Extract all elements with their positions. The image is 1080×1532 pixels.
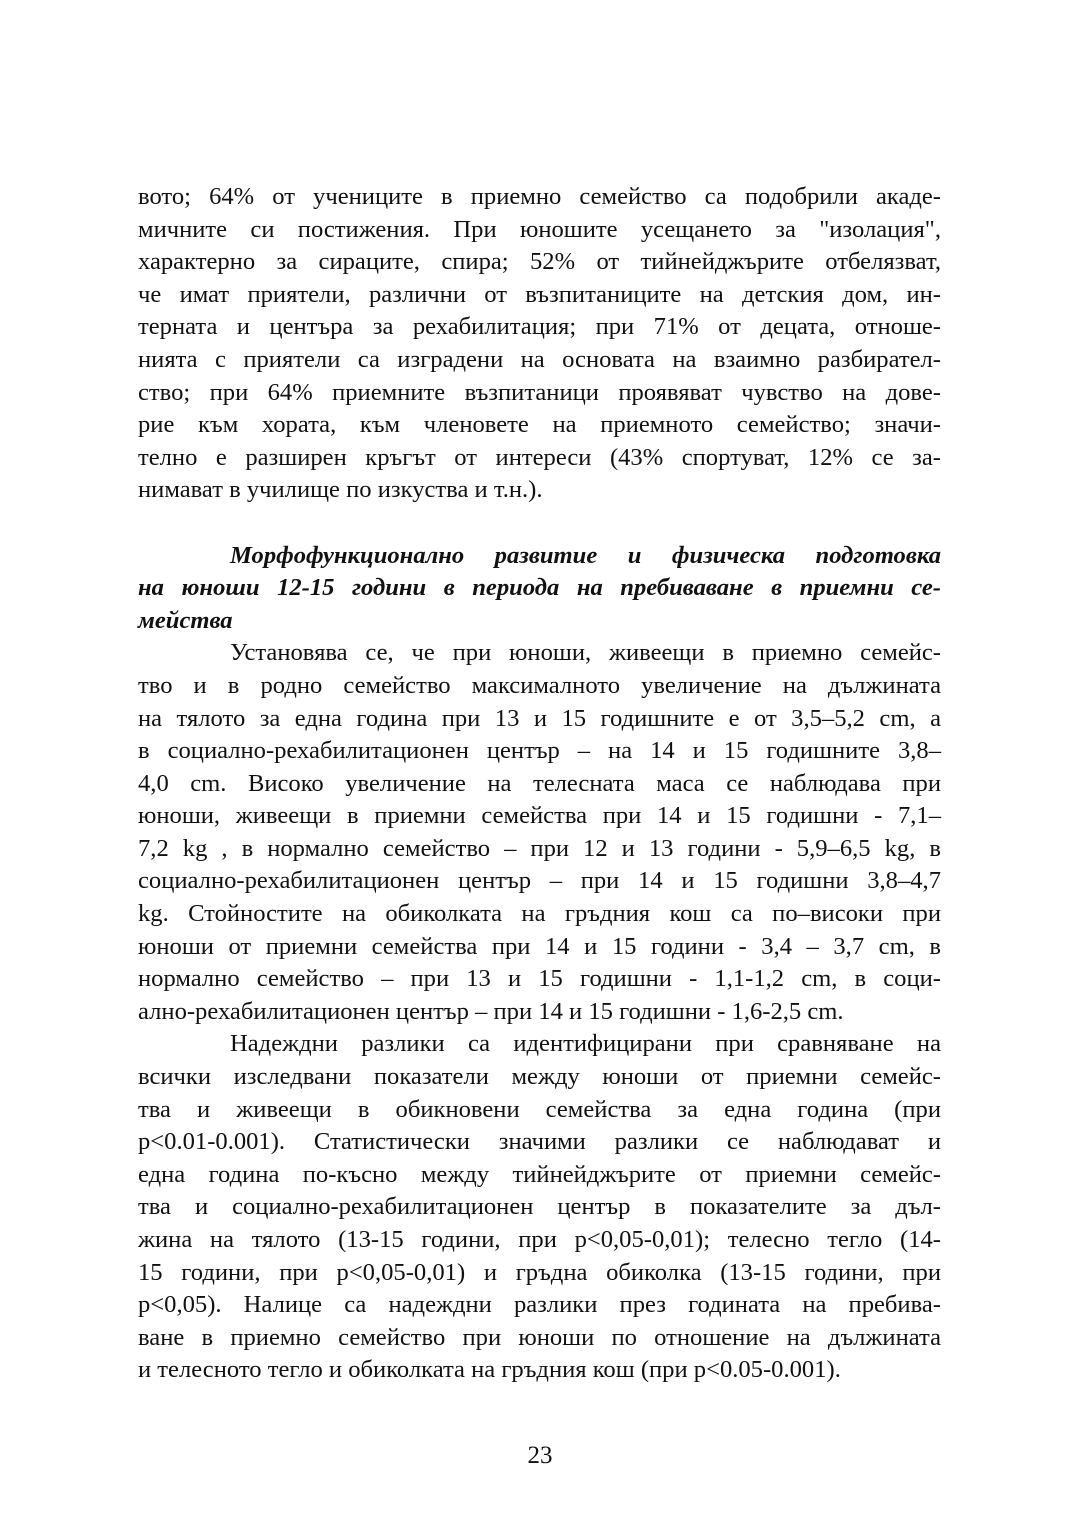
text-line: p<0,05). Налице са надеждни разлики през годината на пребива- [138, 1291, 941, 1319]
text-line: и телесното тегло и обиколката на гръдния кош (при p<0.05-0.001). [138, 1356, 841, 1384]
text-line: рие към хората, към членовете на приемното семейство; значи- [138, 411, 941, 439]
text-line: терната и центъра за рехабилитация; при 71% от децата, отноше- [138, 313, 941, 341]
text-line: kg. Стойностите на обиколката на гръдния кош са по–високи при [138, 900, 941, 928]
page-number: 23 [527, 1442, 553, 1469]
text-line: 4,0 cm. Високо увеличение на телесната маса се наблюдава при [138, 769, 941, 797]
text-line: 7,2 kg , в нормално семейство – при 12 и 13 години - 5,9–6,5 kg, в [138, 834, 941, 862]
text-line: Установява се, че при юноши, живеещи в приемно семейс- [230, 639, 941, 667]
text-line: 15 години, при p<0,05-0,01) и гръдна обиколка (13-15 години, при [138, 1258, 941, 1286]
text-line: жина на тялото (13-15 години, при p<0,05-0,01); телесно тегло (14- [138, 1226, 941, 1253]
text-line: една година по-късно между тийнейджърите от приемни семейс- [138, 1160, 941, 1188]
text-line: юноши от приемни семейства при 14 и 15 години - 3,4 – 3,7 cm, в [138, 932, 941, 960]
text-line: на тялото за една година при 13 и 15 годишните е от 3,5–5,2 cm, а [138, 704, 941, 732]
text-line: телно е разширен кръгът от интереси (43% спортуват, 12% се за- [138, 443, 941, 471]
paragraph [138, 181, 941, 507]
text-line: че имат приятели, различни от възпитаниците на детския дом, ин- [138, 280, 941, 308]
text-line: Морфофункционално развитие и физическа подготовка [230, 541, 941, 569]
text-line: характерно за сираците, спира; 52% от тийнейджърите отбелязват, [138, 248, 941, 276]
text-line: мейства [138, 606, 233, 634]
text-line: на юноши 12-15 години в периода на пребиваване в приемни се- [138, 574, 941, 602]
text-line: тво и в родно семейство максималното увеличение на дължината [138, 671, 941, 699]
text-line: ване в приемно семейство при юноши по отношение на дължината [138, 1323, 941, 1351]
text-line: нормално семейство – при 13 и 15 годишни - 1,1-1,2 cm, в соци- [138, 965, 941, 993]
text-line: ство; при 64% приемните възпитаници проявяват чувство на дове- [138, 378, 941, 406]
paragraph-spacer [138, 507, 941, 540]
text-line: тва и живеещи в обикновени семейства за една година (при [138, 1095, 941, 1123]
text-line: Надеждни разлики са идентифицирани при сравняване на [230, 1030, 941, 1058]
text-line: мичните си постижения. При юношите усещането за "изолация", [138, 215, 941, 243]
paragraph [138, 1028, 941, 1387]
text-line: p<0.01-0.001). Статистически значими разлики се наблюдават и [138, 1128, 941, 1156]
text-line: вото; 64% от учениците в приемно семейство са подобрили акаде- [138, 183, 941, 210]
page-body-text [138, 181, 941, 1387]
text-line: юноши, живеещи в приемни семейства при 14 и 15 годишни - 7,1– [138, 802, 941, 830]
text-line: социално-рехабилитационен център – при 14 и 15 годишни 3,8–4,7 [138, 867, 941, 895]
paragraph [138, 637, 941, 1028]
text-line: ално-рехабилитационен център – при 14 и 15 годишни - 1,6-2,5 cm. [138, 997, 844, 1025]
text-line: нимават в училище по изкуства и т.н.). [138, 476, 543, 504]
text-line: в социално-рехабилитационен център – на 14 и 15 годишните 3,8– [138, 737, 941, 765]
text-line: тва и социално-рехабилитационен център в показателите за дъл- [138, 1193, 941, 1221]
text-line: нията с приятели са изградени на основата на взаимно разбирател- [138, 345, 941, 373]
text-line: всички изследвани показатели между юноши от приемни семейс- [138, 1063, 941, 1091]
section-heading [138, 540, 941, 638]
